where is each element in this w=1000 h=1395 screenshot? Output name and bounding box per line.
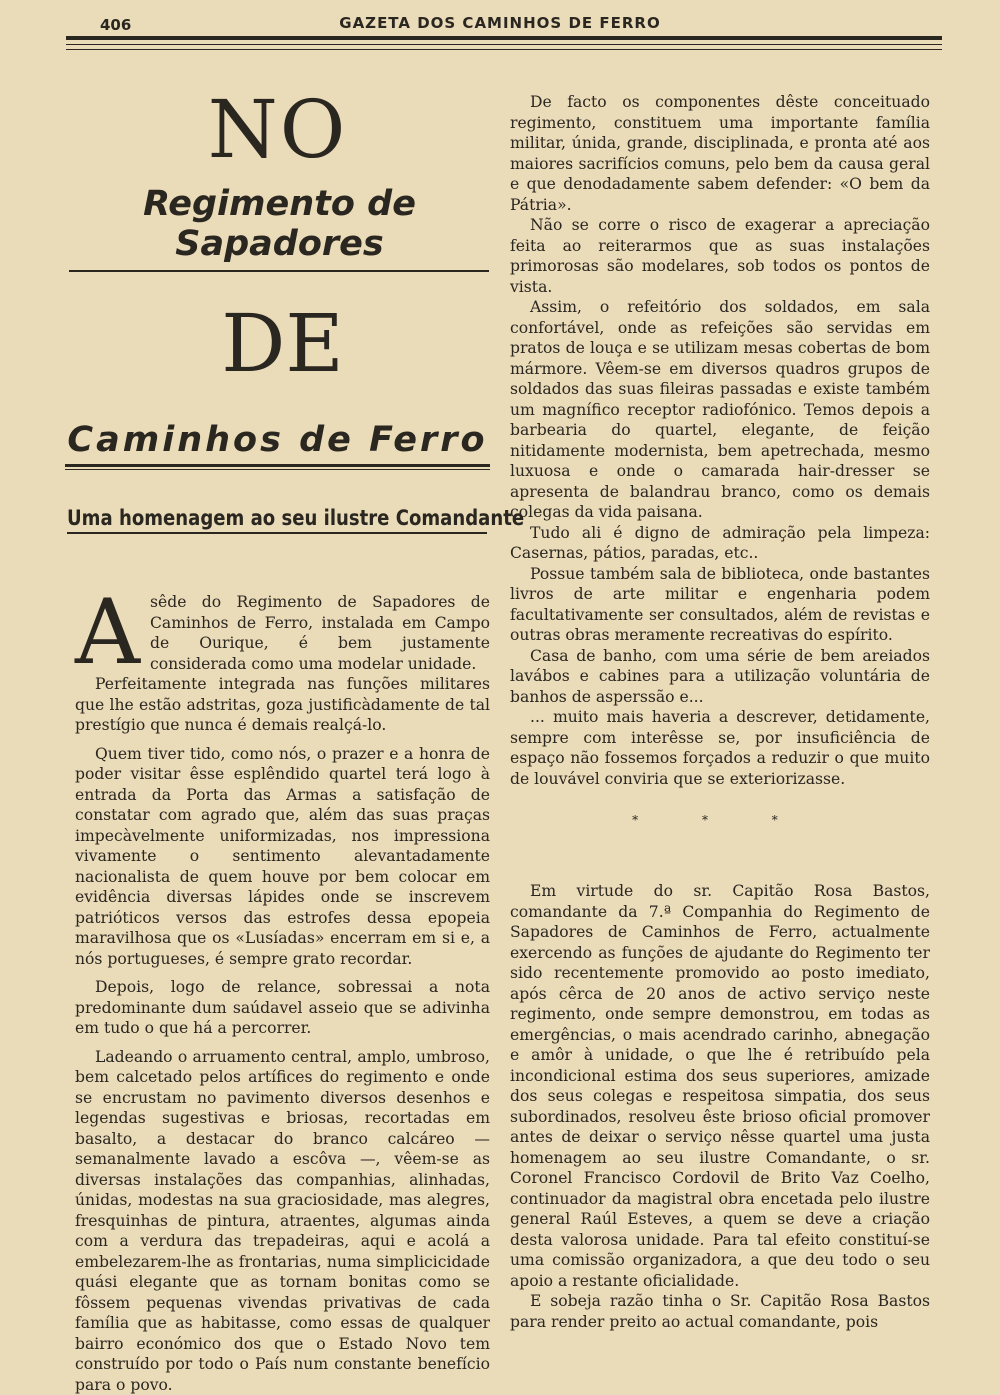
paragraph-text: sêde do Regimento de Sapadores de Caminhos de Ferro, instalada em Campo de Ourique, é bem justamente considerada como uma modelar unidade.	[150, 593, 490, 673]
paragraph: Em virtude do sr. Capitão Rosa Bastos, comandante da 7.ª Companhia do Regimento de Sapadores de Caminhos de Ferro, actualmente exercendo as funções de ajudante do Regimento ter sido recentemente promovido ao posto imediato, após cêrca de 20 anos de activo serviço neste regimento, onde sempre demonstrou, em todas as emergências, o mais acendrado carinho, abnegação e amôr à unidade, o que lhe é retribuído pela incondicional estima dos seus superiores, amizade dos seus colegas e respeitosa simpatia, dos seus subordinados, resolveu êste brioso oficial promover antes de deixar o serviço nêsse quartel uma justa homenagem ao seu ilustre Comandante, o sr. Coronel Francisco Cordovil de Brito Vaz Coelho, continuador da magistral obra encetada pelo ilustre general Raúl Esteves, a quem se deve a criação desta valorosa unidade. Para tal efeito constituí-se uma comissão organizadora, a que deu todo o seu apoio a restante oficialidade.	[510, 881, 930, 1291]
section-separator: * * *	[510, 813, 930, 827]
paragraph: ... muito mais haveria a descrever, detidamente, sempre com interêsse se, por insuficiência de espaço não fossemos forçados a reduzir o que muito de louvável conviria que se exteriorizasse.	[510, 707, 930, 789]
headline-ferro: Caminhos de Ferro	[65, 420, 490, 460]
article-subtitle: Uma homenagem ao seu ilustre Comandante	[67, 506, 431, 530]
drop-cap: A	[75, 596, 140, 670]
right-column	[510, 92, 930, 1332]
header-rule	[66, 36, 942, 40]
paragraph: Assim, o refeitório dos soldados, em sala confortável, onde as refeições são servidas em pratos de louça e se utilizam mesas cobertas de bom mármore. Vêem-se em diversos quadros grupos de soldados das suas fileiras passadas e existe também um magnífico receptor radiofónico. Temos depois a barbearia do quartel, elegante, de feição nitidamente modernista, bem apetrechada, mesmo luxuosa e onde o camarada hair-dresser se apresenta de balandrau branco, como os demais colegas da vida paisana.	[510, 297, 930, 523]
right-body-text-section-2	[510, 881, 930, 1332]
paragraph: Quem tiver tido, como nós, o prazer e a honra de poder visitar êsse esplêndido quartel terá logo à entrada da Porta das Armas a satisfação de constatar com agrado que, além das suas praças impecàvelmente uniformizadas, nos impressiona vivamente o sentimento alevantadamente nacionalista de quem houve por bem colocar em evidência diversas lápides onde se inscrevem patrióticos versos das estrofes dessa epopeia maravilhosa que os «Lusíadas» encerram em si e, a nós portugueses, é sempre grato recordar.	[75, 744, 490, 970]
paragraph: Depois, logo de relance, sobressai a nota predominante dum saúdavel asseio que se adivinha em tudo o que há a percorrer.	[75, 977, 490, 1039]
headline-de: DE	[75, 304, 490, 384]
header-rule	[66, 44, 942, 45]
paragraph: Casa de banho, com uma série de bem areiados lavábos e cabines para a utilização voluntária de banhos de asperssão e...	[510, 646, 930, 708]
headline-regiment: Regimento de Sapadores	[69, 184, 490, 264]
left-column	[75, 90, 490, 1395]
paragraph: Perfeitamente integrada nas funções militares que lhe estão adstritas, goza justificàdamente de tal prestígio que nunca é demais realçá-lo.	[75, 674, 490, 736]
paragraph: De facto os componentes dêste conceituado regimento, constituem uma importante família militar, únida, grande, disciplinada, e pronta até aos maiores sacrifícios comuns, pelo bem da causa geral e que denodadamente sabem defender: «O bem da Pátria».	[510, 92, 930, 215]
right-body-text	[510, 92, 930, 789]
header-rule	[66, 49, 942, 50]
paragraph: Possue também sala de biblioteca, onde bastantes livros de arte militar e engenharia podem facultativamente ser consultados, além de revistas e outras obras meramente recreativas do espírito.	[510, 564, 930, 646]
paragraph: Ladeando o arruamento central, amplo, umbroso, bem calcetado pelos artífices do regimento e onde se encrustam no pavimento diversos desenhos e legendas sugestivas e briosas, recortadas em basalto, a destacar do branco calcáreo — semanalmente lavado a escôva —, vêem-se as diversas instalações das companhias, alinhadas, únidas, modestas na sua graciosidade, mas alegres, fresquinhas de pintura, atraentes, algumas ainda com a verdura das trepadeiras, aqui e acolá a embelezarem-lhe as frontarias, numa simplicicidade quási elegante que as tornam bonitas como se fôssem pequenas vivendas privativas de cada família que as habitasse, como essas de qualquer bairro económico dos que o Estado Novo tem construído por todo o País num constante benefício para o povo.	[75, 1047, 490, 1395]
subtitle-rule	[67, 532, 487, 534]
paragraph	[75, 592, 490, 674]
page-number: 406	[100, 16, 131, 34]
paragraph: Tudo ali é digno de admiração pela limpeza: Casernas, pátios, paradas, etc..	[510, 523, 930, 564]
headline-rule	[69, 270, 489, 272]
paragraph: E sobeja razão tinha o Sr. Capitão Rosa Bastos para render preito ao actual comandante, pois	[510, 1291, 930, 1332]
headline-rule	[65, 464, 490, 467]
paragraph: Não se corre o risco de exagerar a apreciação feita ao reiterarmos que as suas instalações primorosas são modelares, sob todos os pontos de vista.	[510, 215, 930, 297]
running-title: GAZETA DOS CAMINHOS DE FERRO	[250, 14, 750, 32]
left-body-text	[75, 592, 490, 1395]
headline-rule	[65, 469, 490, 470]
headline-no: NO	[65, 90, 490, 170]
